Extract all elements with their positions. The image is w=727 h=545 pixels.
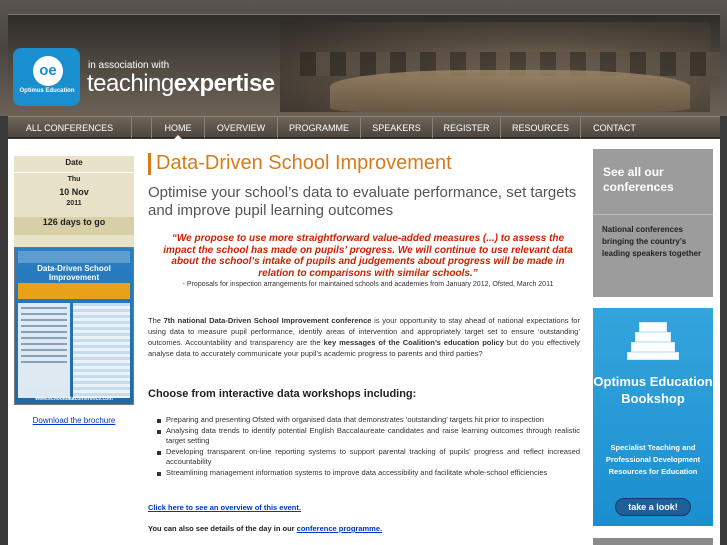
nav-resources[interactable]: RESOURCES	[501, 117, 581, 138]
oe-logo-mark: oe	[33, 56, 63, 86]
intro-text: is your opportunity to stay ahead of national expectations for using data to measure pupil performance, identify areas of intervention and appropriately target set to ensure ‘outstanding’ outcomes. Accountability and transparency are the	[148, 316, 580, 347]
books-icon	[623, 322, 683, 360]
optimus-education-logo[interactable]	[13, 48, 80, 106]
nav-overview[interactable]: OVERVIEW	[205, 117, 278, 138]
page-content	[8, 139, 720, 545]
workshop-list	[154, 415, 580, 479]
brand-light: teaching	[87, 70, 174, 97]
brochure-title: Data-Driven School Improvement	[37, 264, 111, 282]
brochure-band	[18, 283, 130, 299]
nav-programme[interactable]: PROGRAMME	[278, 117, 361, 138]
brochure-header-strip	[18, 251, 130, 263]
nav-spacer	[132, 117, 152, 138]
logo-name: Optimus Education	[19, 88, 75, 94]
list-item: Streamlining management information systems to improve data accessibility and facilitate whole-school efficiencies	[154, 468, 580, 478]
intro-bold: key messages of the Coalition’s education policy	[323, 338, 504, 347]
nav-all-conferences[interactable]: ALL CONFERENCES	[8, 117, 132, 138]
countdown: 126 days to go	[14, 217, 134, 235]
list-item: Analysing data trends to identify potential English Baccalaureate candidates and raise learning outcomes through realistic target setting	[154, 426, 580, 446]
take-a-look-button[interactable]: take a look!	[615, 498, 691, 516]
page-subtitle: Optimise your school’s data to evaluate performance, set targets and improve pupil learning outcomes	[148, 184, 577, 219]
nav-contact[interactable]: CONTACT	[593, 122, 636, 133]
main-nav	[8, 116, 720, 138]
site-header	[0, 0, 727, 116]
page-title: Data-Driven School Improvement	[156, 152, 452, 174]
nav-speakers[interactable]: SPEAKERS	[361, 117, 433, 138]
date-year: 2011	[66, 200, 82, 207]
programme-line	[148, 524, 382, 533]
brand-bold: expertise	[173, 70, 275, 97]
download-brochure-link[interactable]: Download the brochure	[32, 416, 116, 425]
ad-text: National conferences bringing the country’s leading speakers together	[602, 225, 702, 258]
intro-text: The	[148, 316, 164, 325]
title-accent-bar	[148, 153, 151, 175]
divider	[593, 214, 713, 215]
bookshop-ad[interactable]	[593, 308, 713, 526]
conference-table-photo	[330, 70, 690, 112]
ad-text: Specialist Teaching and Professional Development Resources for Education	[605, 443, 701, 476]
date-value: 10 Nov	[59, 187, 89, 197]
event-date-box	[14, 156, 134, 252]
date-label: Date	[65, 158, 83, 167]
divider	[14, 172, 134, 173]
brochure-url: www.schooldataconference.com	[35, 396, 113, 402]
overview-link[interactable]: Click here to see an overview of this event.	[148, 503, 301, 512]
nav-home[interactable]: HOME	[152, 117, 205, 138]
workshops-heading: Choose from interactive data workshops including:	[148, 388, 417, 400]
list-item: Developing transparent on-line reporting systems to support parental tracking of pupils’ progress and reflect increased accountability	[154, 447, 580, 467]
quote-source: - Proposals for inspection arrangements for maintained schools and academies from January 2012, Ofsted, March 2011	[182, 281, 554, 288]
brochure-cover-image[interactable]	[14, 247, 134, 405]
brochure-column-2	[73, 303, 130, 398]
nav-register[interactable]: REGISTER	[433, 117, 501, 138]
programme-text: You can also see details of the day in our	[148, 524, 297, 533]
all-conferences-ad[interactable]	[593, 149, 713, 297]
brochure-column	[18, 303, 70, 398]
intro-paragraph	[148, 315, 580, 359]
teaching-expertise-logo[interactable]	[87, 70, 275, 98]
ad-heading: Optimus Education Bookshop	[593, 374, 713, 406]
list-item: Preparing and presenting Ofsted with organised data that demonstrates ‘outstanding’ targets hit prior to inspection	[154, 415, 580, 425]
intro-bold: 7th national Data-Driven School Improvement conference	[163, 316, 372, 325]
date-day: Thu	[67, 176, 81, 183]
association-text: in association with	[88, 60, 170, 71]
intro-text: but do you effectively analyse data to accurately communicate your pupil’s academic progress to parents and third parties?	[148, 338, 580, 358]
next-ad-banner[interactable]	[593, 538, 713, 545]
ad-heading: See all our conferences	[603, 165, 674, 194]
ofsted-quote: “We propose to use more straightforward value-added measures (...) to assess the impact the school has made on pupils’ progress. We will continue to use relevant data about the school’s intake of pupils and judgements about progress will be made in relation to comparisons with similar schools.”	[163, 233, 573, 279]
programme-link[interactable]: conference programme.	[296, 524, 383, 533]
